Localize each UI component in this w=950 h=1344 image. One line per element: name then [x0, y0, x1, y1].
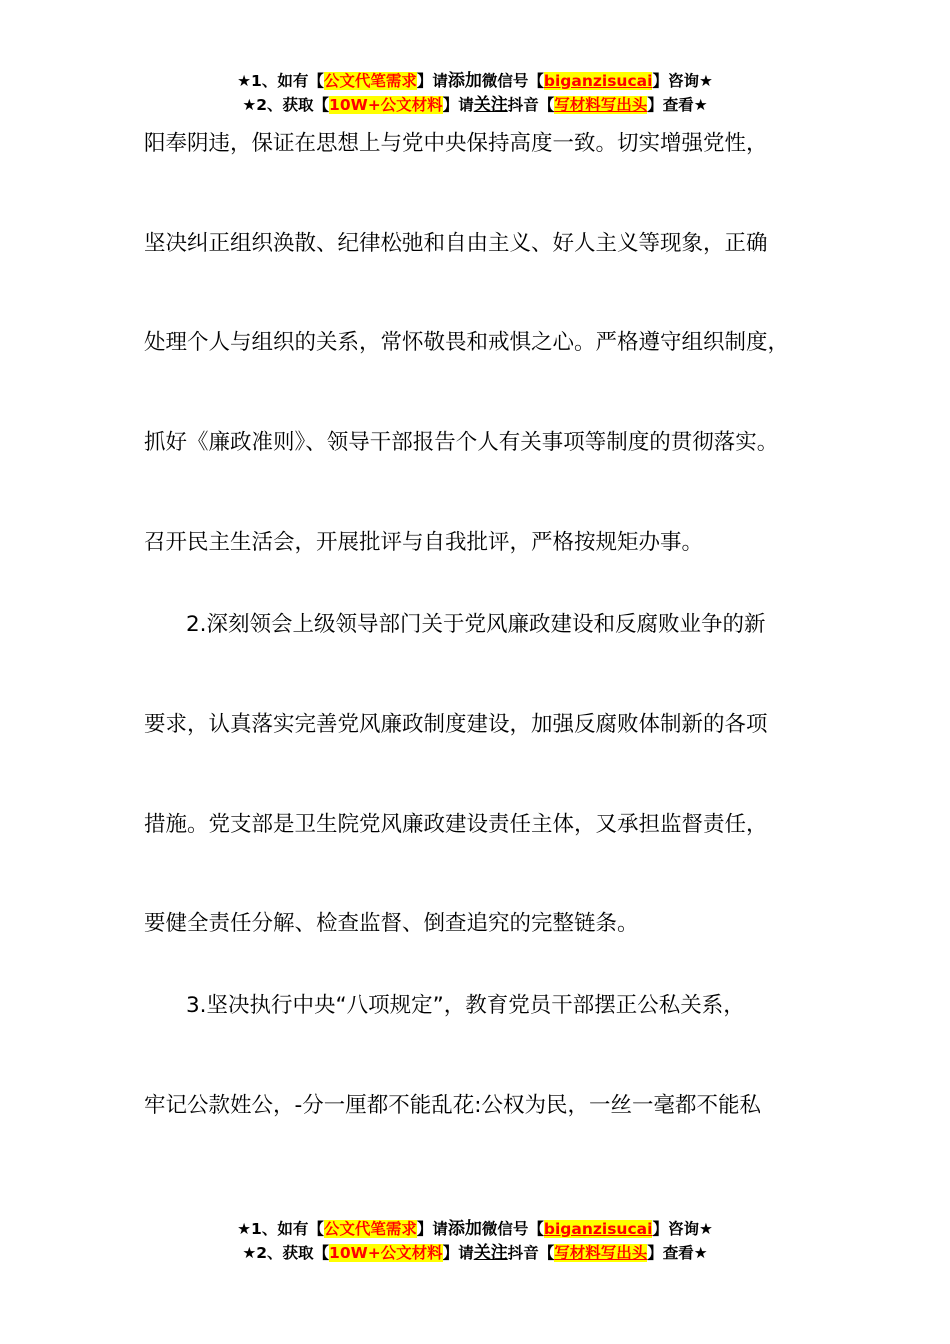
paragraph-start: 3.坚决执行中央“八项规定”，教育党员干部摆正公私关系，: [186, 993, 745, 1018]
banner-wechat-id: biganzisucai: [543, 1220, 653, 1238]
banner-emphasis: 关注: [473, 1243, 508, 1263]
banner-douyin-id: 写材料写出头: [554, 1244, 648, 1262]
banner-text: 】咨询★: [652, 1220, 713, 1238]
banner-highlight: 10W+公文材料: [329, 1244, 443, 1262]
banner-text: ★2、获取【: [242, 1244, 330, 1262]
body-line: 要健全责任分解、检查监督、倒查追究的完整链条。: [144, 911, 639, 936]
banner-text: ★2、获取【: [242, 96, 330, 114]
header-banner-line-2: [0, 93, 950, 117]
paragraph-start: 2.深刻领会上级领导部门关于党风廉政建设和反腐败业争的新: [186, 612, 766, 637]
banner-emphasis: 添加: [447, 1219, 482, 1239]
footer-banner-line-2: [0, 1241, 950, 1265]
banner-text: 】咨询★: [652, 72, 713, 90]
banner-text: 微信号【: [481, 1220, 544, 1238]
banner-text: 】查看★: [647, 96, 708, 114]
body-line: 坚决纠正组织涣散、纪律松弛和自由主义、好人主义等现象，正确: [144, 231, 768, 256]
banner-highlight: 公文代笔需求: [323, 1220, 417, 1238]
footer-banner-line-1: [0, 1217, 950, 1241]
banner-wechat-id: biganzisucai: [543, 72, 653, 90]
banner-emphasis: 添加: [447, 71, 482, 91]
banner-text: 微信号【: [481, 72, 544, 90]
body-line: 措施。党支部是卫生院党风廉政建设责任主体，又承担监督责任，: [144, 812, 768, 837]
banner-emphasis: 关注: [473, 95, 508, 115]
footer-banner: [0, 1217, 950, 1265]
banner-text: 】请: [442, 1244, 474, 1262]
banner-text: 】查看★: [647, 1244, 708, 1262]
body-line: 召开民主生活会，开展批评与自我批评，严格按规矩办事。: [144, 530, 704, 555]
banner-text: ★1、如有【: [237, 72, 324, 90]
banner-highlight: 公文代笔需求: [323, 72, 417, 90]
banner-text: 】请: [416, 1220, 448, 1238]
header-banner-line-1: [0, 69, 950, 93]
banner-text: 】请: [416, 72, 448, 90]
banner-text: ★1、如有【: [237, 1220, 324, 1238]
banner-douyin-id: 写材料写出头: [554, 96, 648, 114]
body-line: 处理个人与组织的关系，常怀敬畏和戒惧之心。严格遵守组织制度，: [144, 330, 790, 355]
body-line: 抓好《廉政准则》、领导干部报告个人有关事项等制度的贯彻落实。: [144, 430, 779, 455]
banner-text: 抖音【: [507, 96, 555, 114]
body-line: 要求，认真落实完善党风廉政制度建设，加强反腐败体制新的各项: [144, 712, 768, 737]
banner-highlight: 10W+公文材料: [329, 96, 443, 114]
banner-text: 抖音【: [507, 1244, 555, 1262]
header-banner: [0, 69, 950, 117]
body-line: 阳奉阴违，保证在思想上与党中央保持高度一致。切实增强党性，: [144, 131, 768, 156]
banner-text: 】请: [442, 96, 474, 114]
body-line: 牢记公款姓公，-分一厘都不能乱花:公权为民，一丝一毫都不能私: [144, 1093, 762, 1118]
